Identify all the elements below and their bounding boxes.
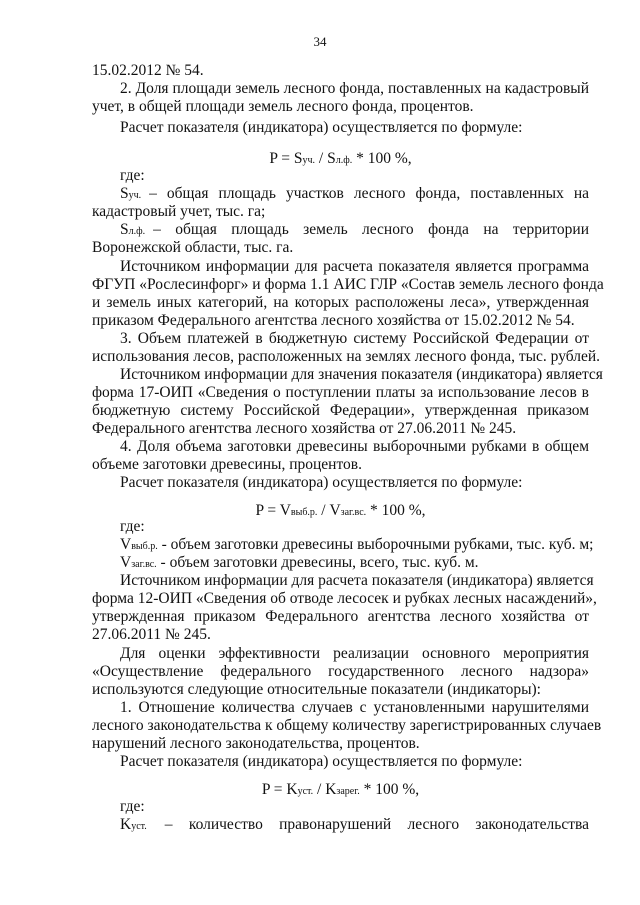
formula-2: P = Vвыб.р. / Vзаг.вс. * 100 %, xyxy=(255,502,426,519)
text-line: приказом Федерального агентства лесного хозяйства от 15.02.2012 № 54. xyxy=(92,312,575,329)
text-line: объеме заготовки древесины, процентов. xyxy=(92,456,362,473)
symbol: Sуч. xyxy=(120,185,142,202)
text-line: форма 17-ОИП «Сведения о поступлении платы за использование лесов в xyxy=(92,384,589,401)
text-line: лесного законодательства к общему количеству зарегистрированных случаев xyxy=(92,717,602,734)
text-line: и земель иных категорий, на которых расположены леса», утвержденная xyxy=(92,294,589,311)
text-line: кадастровый учет, тыс. га; xyxy=(92,203,266,220)
text-line: 27.06.2011 № 245. xyxy=(92,626,211,643)
text-line: Источником информации для расчета показателя (индикатора) является xyxy=(120,572,594,589)
text-line: 1. Отношение количества случаев с установленными нарушителями xyxy=(120,699,589,716)
text-line: – общая площадь земель лесного фонда на территории xyxy=(153,221,589,238)
text-line: - объем заготовки древесины, всего, тыс. куб. м. xyxy=(160,554,479,571)
text-line: где: xyxy=(120,167,145,184)
text-line: используются следующие относительные показатели (индикаторы): xyxy=(92,681,541,698)
text-line: форма 12-ОИП «Сведения об отводе лесосек и рубках лесных насаждений», xyxy=(92,590,597,607)
text-line: ФГУП «Рослесинфорг» и форма 1.1 АИС ГЛР «Состав земель лесного фонда xyxy=(92,276,604,293)
text-line: где: xyxy=(120,518,145,535)
symbol: Vзаг.вс. xyxy=(120,554,157,571)
text-line: 3. Объем платежей в бюджетную систему Российской Федерации от xyxy=(120,330,589,347)
text-line: Расчет показателя (индикатора) осуществляется по формуле: xyxy=(120,474,523,491)
page-number: 34 xyxy=(313,34,327,49)
definition-line xyxy=(120,816,589,836)
text-line: Источником информации для значения показателя (индикатора) является xyxy=(120,366,603,383)
text-line: Источником информации для расчета показателя является программа xyxy=(120,258,589,275)
text-line: «Осуществление федерального государственного лесного надзора» xyxy=(92,663,589,680)
text-line: Для оценки эффективности реализации основного мероприятия xyxy=(120,645,589,662)
text-line: - объем заготовки древесины выборочными рубками, тыс. куб. м; xyxy=(161,536,594,553)
formula-3: P = Kуст. / Kзарег. * 100 %, xyxy=(261,781,420,798)
text-line: где: xyxy=(120,798,145,815)
text-line: использования лесов, расположенных на землях лесного фонда, тыс. рублей. xyxy=(92,348,601,365)
symbol: Sл.ф. xyxy=(120,221,146,238)
text-line: – общая площадь участков лесного фонда, поставленных на xyxy=(149,185,589,202)
text-line: – количество правонарушений лесного законодательства xyxy=(164,816,589,833)
formula-1: P = Sуч. / Sл.ф. * 100 %, xyxy=(269,150,412,167)
text-line: Федерального агентства лесного хозяйства от 27.06.2011 № 245. xyxy=(92,420,517,437)
definition-line xyxy=(120,221,589,241)
definition-line xyxy=(120,536,617,556)
text-line: Расчет показателя (индикатора) осуществляется по формуле: xyxy=(120,753,523,770)
text-line: 2. Доля площади земель лесного фонда, поставленных на кадастровый xyxy=(120,80,589,97)
symbol: Kуст. xyxy=(120,816,147,833)
definition-line xyxy=(120,185,589,205)
definition-line xyxy=(120,554,617,574)
text-line: утвержденная приказом Федерального агентства лесного хозяйства от xyxy=(92,608,589,625)
text-line: учет, в общей площади земель лесного фонда, процентов. xyxy=(92,98,474,115)
text-line: нарушений лесного законодательства, процентов. xyxy=(92,735,420,752)
text-line: Воронежской области, тыс. га. xyxy=(92,239,294,256)
text-line: 4. Доля объема заготовки древесины выборочными рубками в общем xyxy=(120,438,589,455)
symbol: Vвыб.р. xyxy=(120,536,158,553)
text-line: бюджетную систему Российской Федерации», утвержденная приказом xyxy=(92,402,589,419)
text-line: 15.02.2012 № 54. xyxy=(92,62,204,79)
text-line: Расчет показателя (индикатора) осуществляется по формуле: xyxy=(120,119,523,136)
